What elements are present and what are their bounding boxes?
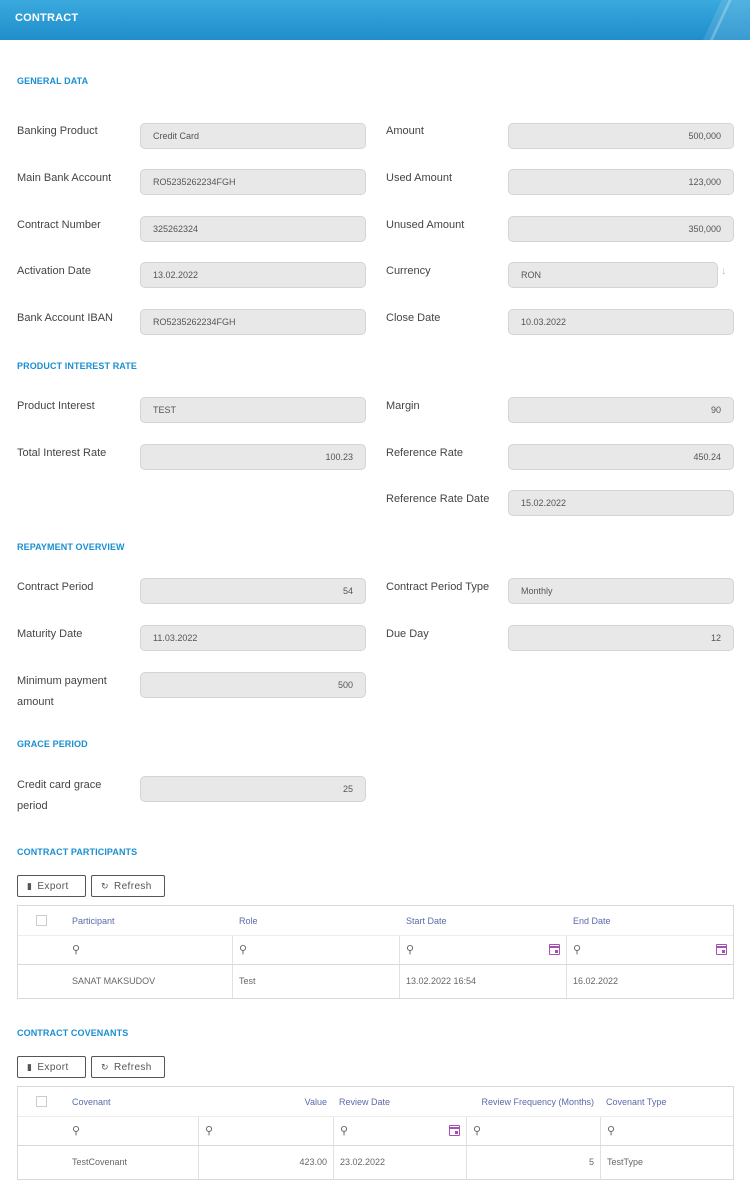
cell-covenant: TestCovenant: [72, 1157, 128, 1167]
column-header-role[interactable]: Role: [239, 916, 258, 926]
covenants-header-row: [18, 1087, 733, 1117]
search-icon: ⚲: [239, 944, 248, 956]
banking-product-label: Banking Product: [17, 125, 98, 137]
page-title: CONTRACT: [15, 12, 79, 24]
used-amount-label: Used Amount: [386, 172, 453, 184]
search-icon: ⚲: [340, 1125, 349, 1137]
table-row[interactable]: [18, 1146, 733, 1179]
amount-label: Amount: [386, 125, 424, 137]
select-all-checkbox[interactable]: [36, 915, 47, 926]
search-icon: ⚲: [72, 944, 81, 956]
refresh-label: Refresh: [113, 1062, 152, 1073]
export-label: Export: [37, 1062, 69, 1073]
currency-select[interactable]: RON: [508, 262, 718, 288]
currency-label: Currency: [386, 265, 431, 277]
total-interest-rate-label: Total Interest Rate: [17, 447, 107, 459]
cell-value: 423.00: [198, 1146, 333, 1179]
export-label: Export: [37, 881, 69, 892]
unused-amount-label: Unused Amount: [386, 219, 465, 231]
refresh-icon: ↻: [101, 1062, 109, 1072]
refresh-label: Refresh: [113, 881, 152, 892]
participants-export-button[interactable]: [17, 875, 86, 897]
participants-grid: [17, 905, 734, 999]
covenants-filter-row: [18, 1117, 733, 1146]
close-date-label: Close Date: [386, 312, 441, 324]
maturity-date-label: Maturity Date: [17, 628, 83, 640]
margin-label: Margin: [386, 400, 420, 412]
select-all-checkbox[interactable]: [36, 1096, 47, 1107]
column-header-covenant-type[interactable]: Covenant Type: [606, 1097, 667, 1107]
main-bank-account-label: Main Bank Account: [17, 172, 112, 184]
file-icon: ▮: [27, 881, 33, 891]
search-icon: ⚲: [573, 944, 582, 956]
minimum-payment-amount-field[interactable]: 500: [140, 672, 366, 698]
column-header-end-date[interactable]: End Date: [573, 916, 611, 926]
filter-review-date[interactable]: [333, 1117, 466, 1145]
activation-date-field[interactable]: 13.02.2022: [140, 262, 366, 288]
filter-participant[interactable]: [66, 936, 232, 964]
search-icon: ⚲: [72, 1125, 81, 1137]
column-header-participant[interactable]: Participant: [72, 916, 115, 926]
filter-review-frequency[interactable]: [466, 1117, 600, 1145]
margin-field[interactable]: 90: [508, 397, 734, 423]
grace-period-label-line2: period: [17, 800, 48, 812]
filter-role[interactable]: [232, 936, 399, 964]
cell-start-date: 13.02.2022 16:54: [399, 965, 566, 998]
total-interest-rate-field[interactable]: 100.23: [140, 444, 366, 470]
reference-rate-date-label: Reference Rate Date: [386, 493, 490, 505]
page-header: [0, 0, 750, 40]
cell-review-frequency: 5: [466, 1146, 600, 1179]
bank-account-iban-field[interactable]: RO5235262234FGH: [140, 309, 366, 335]
table-row[interactable]: [18, 965, 733, 998]
search-icon: ⚲: [406, 944, 415, 956]
column-header-review-date[interactable]: Review Date: [339, 1097, 391, 1107]
column-header-value[interactable]: Value: [304, 1097, 327, 1107]
used-amount-field[interactable]: 123,000: [508, 169, 734, 195]
section-title-repayment-overview: REPAYMENT OVERVIEW: [17, 542, 125, 552]
credit-card-grace-period-field[interactable]: 25: [140, 776, 366, 802]
covenants-refresh-button[interactable]: [91, 1056, 165, 1078]
column-header-review-frequency[interactable]: Review Frequency (Months): [481, 1097, 594, 1107]
section-title-grace-period: GRACE PERIOD: [17, 739, 88, 749]
cell-role: Test: [232, 965, 399, 998]
covenants-export-button[interactable]: [17, 1056, 86, 1078]
unused-amount-field[interactable]: 350,000: [508, 216, 734, 242]
grace-period-label-line1: Credit card grace: [17, 779, 102, 791]
reference-rate-field[interactable]: 450.24: [508, 444, 734, 470]
contract-period-label: Contract Period: [17, 581, 94, 593]
filter-start-date[interactable]: [399, 936, 566, 964]
amount-field[interactable]: 500,000: [508, 123, 734, 149]
column-header-start-date[interactable]: Start Date: [406, 916, 447, 926]
reference-rate-label: Reference Rate: [386, 447, 464, 459]
cell-end-date: 16.02.2022: [566, 965, 733, 998]
product-interest-label: Product Interest: [17, 400, 95, 412]
cell-review-date: 23.02.2022: [333, 1146, 466, 1179]
banking-product-field[interactable]: Credit Card: [140, 123, 366, 149]
filter-value[interactable]: [198, 1117, 333, 1145]
product-interest-field[interactable]: TEST: [140, 397, 366, 423]
refresh-icon: ↻: [101, 881, 109, 891]
calendar-icon[interactable]: [549, 944, 560, 955]
cell-participant: SANAT MAKSUDOV: [72, 976, 156, 986]
section-title-contract-covenants: CONTRACT COVENANTS: [17, 1028, 129, 1038]
activation-date-label: Activation Date: [17, 265, 91, 277]
contract-period-type-field[interactable]: Monthly: [508, 578, 734, 604]
due-day-field[interactable]: 12: [508, 625, 734, 651]
contract-period-field[interactable]: 54: [140, 578, 366, 604]
reference-rate-date-field[interactable]: 15.02.2022: [508, 490, 734, 516]
cell-covenant-type: TestType: [600, 1146, 733, 1179]
section-title-product-interest-rate: PRODUCT INTEREST RATE: [17, 361, 137, 371]
due-day-label: Due Day: [386, 628, 429, 640]
calendar-icon[interactable]: [449, 1125, 460, 1136]
file-icon: ▮: [27, 1062, 33, 1072]
arrow-down-icon[interactable]: ↓: [721, 265, 727, 277]
participants-refresh-button[interactable]: [91, 875, 165, 897]
maturity-date-field[interactable]: 11.03.2022: [140, 625, 366, 651]
filter-covenant-type[interactable]: [600, 1117, 733, 1145]
contract-number-label: Contract Number: [17, 219, 101, 231]
section-title-contract-participants: CONTRACT PARTICIPANTS: [17, 847, 138, 857]
minimum-payment-label-line1: Minimum payment: [17, 675, 107, 687]
minimum-payment-label-line2: amount: [17, 696, 54, 708]
covenants-grid: [17, 1086, 734, 1180]
contract-number-field[interactable]: 325262324: [140, 216, 366, 242]
contract-period-type-label: Contract Period Type: [386, 581, 490, 593]
main-bank-account-field[interactable]: RO5235262234FGH: [140, 169, 366, 195]
participants-filter-row: [18, 936, 733, 965]
search-icon: ⚲: [473, 1125, 482, 1137]
bank-account-iban-label: Bank Account IBAN: [17, 312, 113, 324]
calendar-icon[interactable]: [716, 944, 727, 955]
participants-header-row: [18, 906, 733, 936]
close-date-field[interactable]: 10.03.2022: [508, 309, 734, 335]
filter-end-date[interactable]: [566, 936, 733, 964]
column-header-covenant[interactable]: Covenant: [72, 1097, 111, 1107]
search-icon: ⚲: [607, 1125, 616, 1137]
search-icon: ⚲: [205, 1125, 214, 1137]
section-title-general-data: GENERAL DATA: [17, 76, 89, 86]
filter-covenant[interactable]: [66, 1117, 198, 1145]
